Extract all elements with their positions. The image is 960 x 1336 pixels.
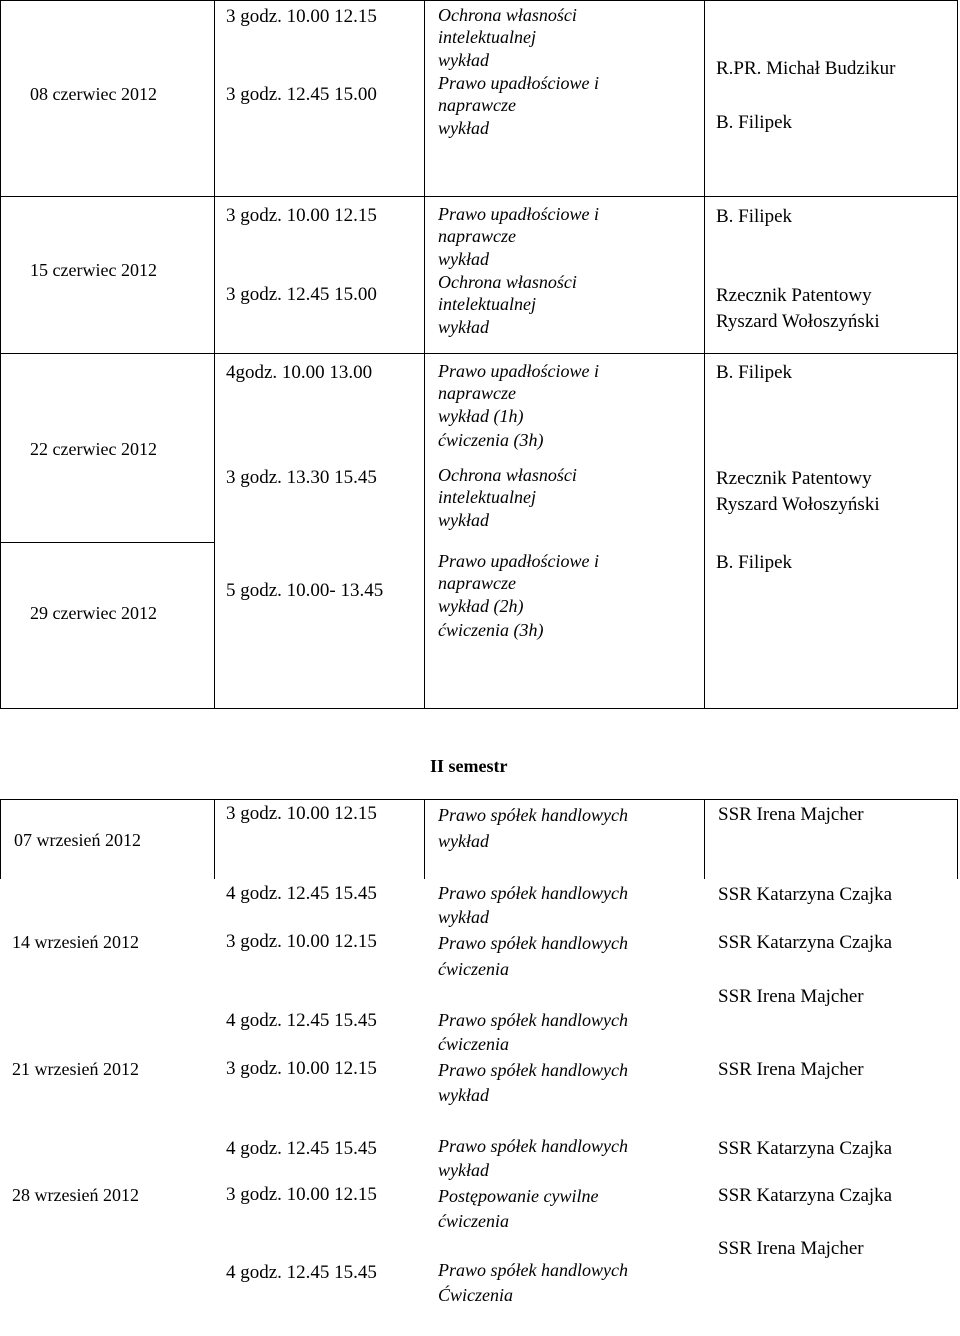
subject-line: naprawcze: [438, 383, 516, 403]
kind-cell: ćwiczenia: [438, 1034, 509, 1054]
table1-line: [0, 542, 214, 543]
table1-line: [704, 0, 705, 709]
table2-line: [0, 799, 958, 800]
table2-line: [214, 799, 215, 879]
subject-cell: Prawo spółek handlowych: [438, 933, 628, 953]
date-cell: 15 czerwiec 2012: [30, 260, 157, 280]
date-cell: 28 wrzesień 2012: [12, 1185, 139, 1205]
time-cell: 4 godz. 12.45 15.45: [226, 1138, 377, 1159]
lecturer-cell: Ryszard Wołoszyński: [716, 311, 880, 332]
table2-line: [704, 799, 705, 879]
time-cell: 3 godz. 13.30 15.45: [226, 467, 377, 488]
lecturer-cell: SSR Katarzyna Czajka: [718, 1138, 893, 1159]
subject-cell: Prawo spółek handlowych: [438, 1010, 628, 1030]
subject-cell: Prawo spółek handlowych: [438, 1060, 628, 1080]
subject-line: wykład: [438, 50, 489, 70]
subject-cell: Postępowanie cywilne: [438, 1186, 599, 1206]
table1-line: [0, 0, 1, 709]
kind-cell: wykład: [438, 907, 489, 927]
subject-cell: [438, 360, 599, 532]
subject-cell: [438, 4, 599, 140]
kind-cell: wykład: [438, 1085, 489, 1105]
date-cell: 29 czerwiec 2012: [30, 603, 157, 623]
lecturer-cell: Rzecznik Patentowy: [716, 285, 872, 306]
subject-line: wykład (1h): [438, 406, 524, 426]
subject-cell: Prawo spółek handlowych: [438, 883, 628, 903]
kind-cell: Ćwiczenia: [438, 1285, 513, 1305]
lecturer-cell: SSR Katarzyna Czajka: [718, 884, 893, 905]
table1-line: [0, 196, 958, 197]
subject-line: Prawo upadłościowe i: [438, 73, 599, 93]
subject-cell: Prawo spółek handlowych: [438, 1136, 628, 1156]
kind-cell: ćwiczenia: [438, 1211, 509, 1231]
lecturer-cell: B. Filipek: [716, 552, 793, 573]
subject-line: wykład: [438, 510, 489, 530]
subject-line: naprawcze: [438, 573, 516, 593]
kind-cell: ćwiczenia: [438, 959, 509, 979]
lecturer-cell: Rzecznik Patentowy: [716, 468, 872, 489]
table1-line: [0, 353, 958, 354]
lecturer-cell: R.PR. Michał Budzikur: [716, 58, 896, 79]
time-cell: 3 godz. 10.00 12.15: [226, 803, 377, 824]
table1-line: [957, 0, 958, 709]
time-cell: 4godz. 10.00 13.00: [226, 362, 373, 383]
table1-line: [0, 0, 958, 1]
time-cell: 3 godz. 12.45 15.00: [226, 284, 377, 305]
date-cell: 07 wrzesień 2012: [14, 830, 141, 850]
subject-cell: [438, 550, 599, 642]
table2-line: [424, 799, 425, 879]
subject-line: naprawcze: [438, 95, 516, 115]
semester-heading: II semestr: [430, 756, 508, 776]
time-cell: 3 godz. 10.00 12.15: [226, 931, 377, 952]
time-cell: 3 godz. 12.45 15.00: [226, 84, 377, 105]
table1-line: [424, 0, 425, 709]
lecturer-cell: B. Filipek: [716, 112, 793, 133]
subject-line: Prawo upadłościowe i: [438, 551, 599, 571]
subject-cell: Prawo spółek handlowych: [438, 1260, 628, 1280]
subject-line: ćwiczenia (3h): [438, 430, 544, 450]
date-cell: 22 czerwiec 2012: [30, 439, 157, 459]
lecturer-cell: SSR Irena Majcher: [718, 804, 864, 825]
subject-line: Ochrona własności: [438, 5, 577, 25]
subject-line: Ochrona własności: [438, 272, 577, 292]
subject-line: wykład: [438, 118, 489, 138]
table1-line: [0, 708, 958, 709]
subject-line: Ochrona własności: [438, 465, 577, 485]
table2-line: [957, 799, 958, 879]
kind-cell: wykład: [438, 1160, 489, 1180]
subject-line: wykład: [438, 317, 489, 337]
time-cell: 3 godz. 10.00 12.15: [226, 205, 377, 226]
subject-line: wykład (2h): [438, 596, 524, 616]
subject-line: wykład: [438, 249, 489, 269]
subject-line: Prawo upadłościowe i: [438, 204, 599, 224]
table1-line: [214, 0, 215, 709]
lecturer-cell: SSR Katarzyna Czajka: [718, 1185, 893, 1206]
subject-line: intelektualnej: [438, 487, 536, 507]
lecturer-cell: Ryszard Wołoszyński: [716, 494, 880, 515]
table2-line: [0, 799, 1, 879]
time-cell: 3 godz. 10.00 12.15: [226, 6, 377, 27]
kind-cell: wykład: [438, 831, 489, 851]
time-cell: 3 godz. 10.00 12.15: [226, 1058, 377, 1079]
lecturer-cell: B. Filipek: [716, 362, 793, 383]
time-cell: 5 godz. 10.00- 13.45: [226, 580, 384, 601]
lecturer-cell: SSR Irena Majcher: [718, 986, 864, 1007]
subject-line: naprawcze: [438, 226, 516, 246]
time-cell: 4 godz. 12.45 15.45: [226, 1262, 377, 1283]
date-cell: 21 wrzesień 2012: [12, 1059, 139, 1079]
lecturer-cell: B. Filipek: [716, 206, 793, 227]
subject-cell: [438, 203, 599, 339]
subject-line: Prawo upadłościowe i: [438, 361, 599, 381]
date-cell: 14 wrzesień 2012: [12, 932, 139, 952]
subject-cell: Prawo spółek handlowych: [438, 805, 628, 825]
lecturer-cell: SSR Katarzyna Czajka: [718, 932, 893, 953]
lecturer-cell: SSR Irena Majcher: [718, 1059, 864, 1080]
time-cell: 4 godz. 12.45 15.45: [226, 883, 377, 904]
date-cell: 08 czerwiec 2012: [30, 84, 157, 104]
subject-line: intelektualnej: [438, 294, 536, 314]
lecturer-cell: SSR Irena Majcher: [718, 1238, 864, 1259]
time-cell: 4 godz. 12.45 15.45: [226, 1010, 377, 1031]
subject-line: ćwiczenia (3h): [438, 620, 544, 640]
subject-line: intelektualnej: [438, 27, 536, 47]
time-cell: 3 godz. 10.00 12.15: [226, 1184, 377, 1205]
